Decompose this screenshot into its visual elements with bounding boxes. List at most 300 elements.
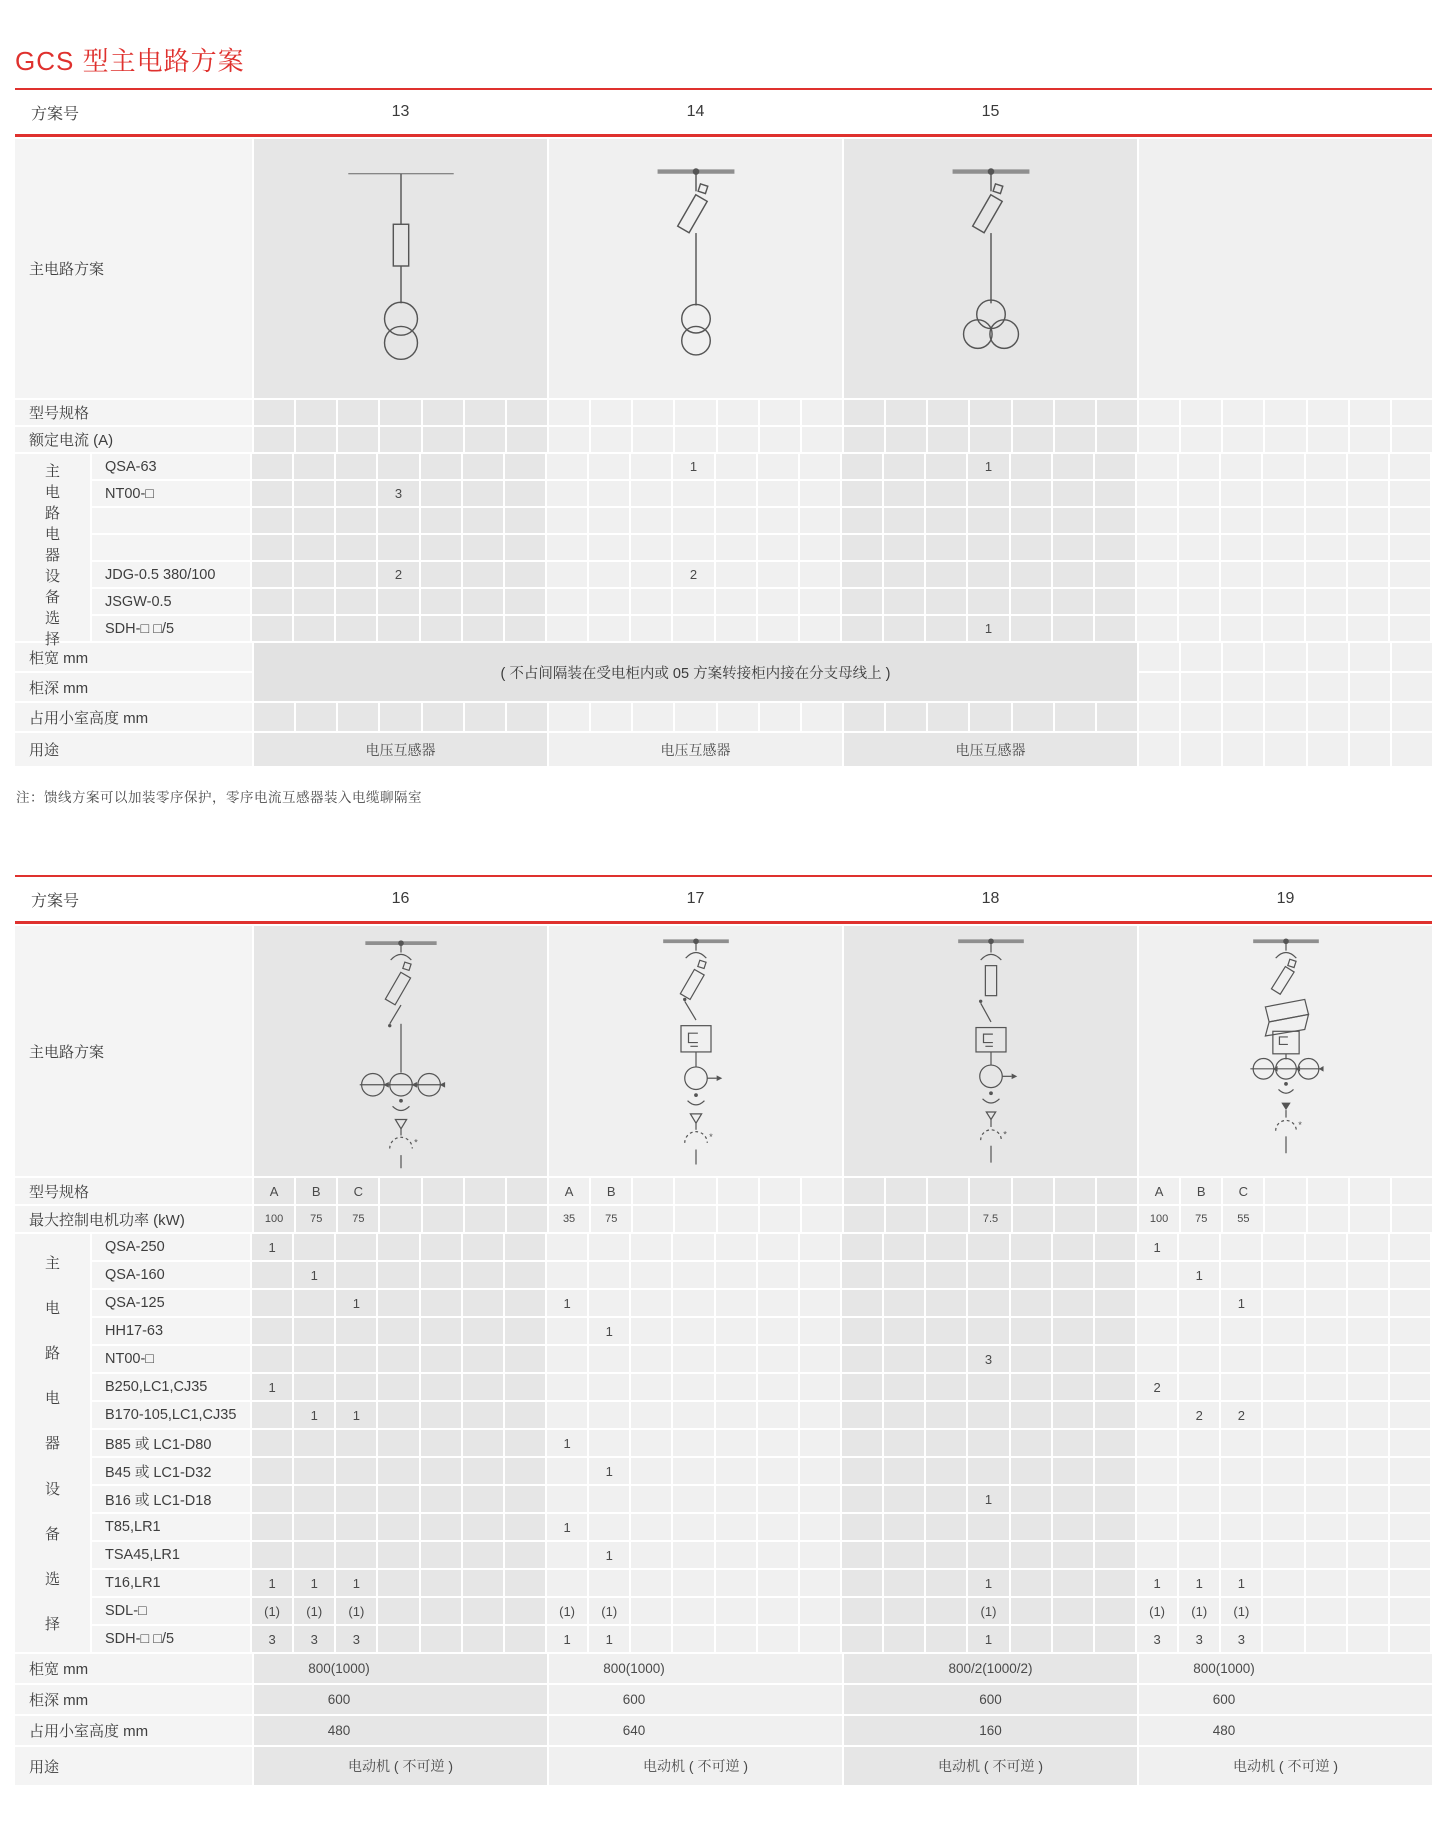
grid-cell: [294, 1346, 334, 1372]
grid-cell: [1350, 427, 1390, 452]
cell-value: 640: [622, 1723, 646, 1738]
grid-cell: [800, 1598, 840, 1624]
grid-cell: [1095, 454, 1135, 479]
grid-cell: [378, 1374, 418, 1400]
grid-cell: [1263, 1318, 1303, 1344]
grid-cell: [1223, 427, 1263, 452]
grid-cell: [294, 1318, 334, 1344]
scheme-block: [842, 454, 1135, 479]
grid-cell: [758, 1598, 798, 1624]
grid-cell: [378, 1626, 418, 1652]
cell-value: 电动机 ( 不可逆 ): [938, 1758, 1043, 1774]
grid-cell: [421, 1374, 461, 1400]
grid-cell: [842, 589, 882, 614]
grid-cell: [1221, 1486, 1261, 1512]
grid-cell: [1055, 1178, 1095, 1204]
cell-value: 1: [1221, 1570, 1261, 1596]
row-label: SDH-□ □/5: [92, 1626, 250, 1652]
grid-cell: [673, 1374, 713, 1400]
scheme-block: [252, 589, 545, 614]
table-row: [15, 1486, 1432, 1512]
grid-cell: [252, 562, 292, 587]
grid-cell: [758, 1542, 798, 1568]
grid-cell: [673, 616, 713, 641]
grid-cell: [800, 1234, 840, 1260]
grid-cell: [463, 1458, 503, 1484]
grid-cell: [549, 427, 589, 452]
grid-cell: [336, 1234, 376, 1260]
grid-cell: [758, 1458, 798, 1484]
group-label-char: 器: [44, 547, 60, 564]
scheme-block: [1137, 481, 1430, 506]
cell-value: 1: [294, 1570, 334, 1596]
grid-cell: [633, 1206, 673, 1232]
scheme-block: [252, 1374, 545, 1400]
grid-cell: [633, 400, 673, 425]
grid-cell: [675, 703, 715, 731]
grid-cell: [378, 1570, 418, 1596]
grid-cell: [675, 427, 715, 452]
grid-cell: [252, 1346, 292, 1372]
grid-cell: [1181, 427, 1221, 452]
row-label: 柜宽 mm: [15, 1654, 252, 1683]
grid-cell: [421, 1542, 461, 1568]
grid-cell: [463, 481, 503, 506]
grid-cell: [463, 1542, 503, 1568]
scheme-block: [252, 1626, 545, 1652]
grid-cell: [968, 1402, 1008, 1428]
grid-cell: [380, 400, 420, 425]
grid-cell: [1350, 400, 1390, 425]
grid-cell: [547, 589, 587, 614]
grid-cell: [1179, 1318, 1219, 1344]
grid-cell: [421, 616, 461, 641]
group-label-char: 择: [44, 631, 60, 648]
grid-cell: [800, 1458, 840, 1484]
grid-cell: [800, 1430, 840, 1456]
grid-cell: [1095, 562, 1135, 587]
grid-cell: [1308, 427, 1348, 452]
grid-cell: [1139, 643, 1179, 671]
grid-cell: [1053, 1514, 1093, 1540]
grid-cell: [800, 1290, 840, 1316]
grid-cell: [800, 1346, 840, 1372]
grid-cell: [465, 427, 505, 452]
grid-cell: [378, 1598, 418, 1624]
grid-cell: [1306, 1290, 1346, 1316]
grid-cell: [421, 1262, 461, 1288]
grid-cell: [631, 589, 671, 614]
grid-cell: [1348, 562, 1388, 587]
scheme-block: [844, 1747, 1137, 1785]
cell-value: 电动机 ( 不可逆 ): [348, 1758, 453, 1774]
grid-cell: [505, 454, 545, 479]
grid-cell: [1221, 1374, 1261, 1400]
row-label: 最大控制电机功率 (kW): [15, 1206, 252, 1232]
scheme-block: [549, 1685, 842, 1714]
grid-cell: [1350, 703, 1390, 731]
scheme-number-19: 19: [1276, 890, 1295, 907]
grid-cell: [505, 1234, 545, 1260]
grid-cell: [505, 1542, 545, 1568]
cell-value: 电压互感器: [365, 741, 436, 758]
grid-cell: [1306, 1486, 1346, 1512]
grid-cell: [673, 1318, 713, 1344]
grid-cell: [423, 1206, 463, 1232]
grid-cell: [547, 1318, 587, 1344]
grid-cell: [591, 400, 631, 425]
grid-cell: [1137, 1486, 1177, 1512]
grid-cell: [1013, 427, 1053, 452]
cell-value: 3: [294, 1626, 334, 1652]
grid-cell: [716, 508, 756, 533]
grid-cell: [338, 427, 378, 452]
grid-cell: [547, 1458, 587, 1484]
scheme-table-16-19: [15, 875, 1432, 1785]
grid-cell: [1263, 1458, 1303, 1484]
grid-cell: [1221, 1458, 1261, 1484]
grid-cell: [1137, 1262, 1177, 1288]
grid-cell: [294, 1542, 334, 1568]
grid-cell: [673, 1514, 713, 1540]
grid-cell: [926, 1598, 966, 1624]
scheme-block: [842, 1626, 1135, 1652]
grid-cell: [928, 427, 968, 452]
grid-cell: [842, 1486, 882, 1512]
grid-cell: [589, 589, 629, 614]
scheme-block: [252, 1542, 545, 1568]
table-row: [15, 1654, 1432, 1683]
grid-cell: [1390, 1458, 1430, 1484]
table-row: [15, 454, 1432, 479]
cell-value: 600: [327, 1692, 351, 1707]
grid-cell: [378, 1234, 418, 1260]
grid-cell: [1306, 1234, 1346, 1260]
grid-cell: [549, 703, 589, 731]
grid-cell: [547, 1234, 587, 1260]
grid-cell: [507, 1206, 547, 1232]
grid-cell: [589, 1234, 629, 1260]
grid-cell: [842, 1318, 882, 1344]
grid-cell: [423, 427, 463, 452]
cell-value: 1: [547, 1290, 587, 1316]
grid-cell: [842, 454, 882, 479]
grid-cell: [1390, 1626, 1430, 1652]
grid-cell: [884, 454, 924, 479]
grid-cell: [926, 616, 966, 641]
grid-cell: [1348, 1402, 1388, 1428]
grid-cell: [968, 535, 1008, 560]
table-row: [15, 1685, 1432, 1714]
grid-cell: [1263, 1262, 1303, 1288]
grid-cell: [800, 1402, 840, 1428]
row-label: 柜深 mm: [15, 1685, 252, 1714]
grid-cell: [716, 1458, 756, 1484]
grid-cell: [1221, 481, 1261, 506]
grid-cell: [1095, 1346, 1135, 1372]
table-row: [15, 1570, 1432, 1596]
grid-cell: [844, 400, 884, 425]
grid-cell: [968, 1318, 1008, 1344]
grid-cell: [1179, 562, 1219, 587]
grid-cell: [1053, 454, 1093, 479]
grid-cell: [800, 481, 840, 506]
grid-cell: [1221, 508, 1261, 533]
grid-cell: [1011, 1234, 1051, 1260]
cell-value: A: [254, 1178, 294, 1204]
grid-cell: [1011, 481, 1051, 506]
grid-cell: [1390, 616, 1430, 641]
grid-cell: [1390, 1318, 1430, 1344]
grid-cell: [673, 1430, 713, 1456]
device-group-label: [15, 1234, 90, 1652]
grid-cell: [1306, 1318, 1346, 1344]
table-row: [15, 1598, 1432, 1624]
grid-cell: [1390, 454, 1430, 479]
scheme-block: [1137, 1262, 1430, 1288]
grid-cell: [1390, 1234, 1430, 1260]
grid-cell: [631, 616, 671, 641]
grid-cell: [842, 1598, 882, 1624]
cell-value: 1: [252, 1374, 292, 1400]
grid-cell: [336, 1374, 376, 1400]
grid-cell: [631, 562, 671, 587]
grid-cell: [631, 1234, 671, 1260]
grid-cell: [758, 1402, 798, 1428]
grid-cell: [589, 1402, 629, 1428]
scheme-block: [844, 1654, 1137, 1683]
grid-cell: [758, 508, 798, 533]
grid-cell: [421, 1458, 461, 1484]
grid-cell: [884, 1514, 924, 1540]
grid-cell: [507, 427, 547, 452]
scheme-block: [254, 1747, 547, 1785]
grid-cell: [1095, 1402, 1135, 1428]
grid-cell: [1095, 1290, 1135, 1316]
grid-cell: [842, 1346, 882, 1372]
grid-cell: [1390, 1374, 1430, 1400]
grid-cell: [926, 1262, 966, 1288]
scheme-block: [252, 1458, 545, 1484]
scheme-block: [254, 1685, 547, 1714]
grid-cell: [760, 1206, 800, 1232]
grid-cell: [631, 535, 671, 560]
grid-cell: [505, 1458, 545, 1484]
grid-cell: [631, 1430, 671, 1456]
grid-cell: [589, 1374, 629, 1400]
grid-cell: [970, 703, 1010, 731]
grid-cell: [1137, 1346, 1177, 1372]
grid-cell: [507, 400, 547, 425]
grid-cell: [884, 589, 924, 614]
grid-cell: [421, 1598, 461, 1624]
grid-cell: [380, 703, 420, 731]
grid-cell: [1053, 1542, 1093, 1568]
grid-cell: [800, 1486, 840, 1512]
scheme-block: [844, 703, 1137, 731]
grid-cell: [1308, 703, 1348, 731]
scheme-block: [1137, 1346, 1430, 1372]
grid-cell: [800, 589, 840, 614]
grid-cell: [673, 1542, 713, 1568]
grid-cell: [886, 1178, 926, 1204]
grid-cell: [378, 1430, 418, 1456]
grid-cell: [1139, 400, 1179, 425]
grid-cell: [1392, 673, 1432, 701]
grid-cell: [675, 1178, 715, 1204]
table-row: [15, 1178, 1432, 1204]
row-label: 型号规格: [15, 1178, 252, 1204]
grid-cell: [1390, 1570, 1430, 1596]
grid-cell: [1265, 733, 1305, 766]
grid-cell: [800, 1374, 840, 1400]
grid-cell: [1011, 1290, 1051, 1316]
cell-value: 1: [589, 1318, 629, 1344]
grid-cell: [842, 1374, 882, 1400]
grid-cell: [673, 1626, 713, 1652]
grid-cell: [463, 1570, 503, 1596]
grid-cell: [884, 1402, 924, 1428]
grid-cell: [1348, 1290, 1388, 1316]
scheme-block: [252, 1570, 545, 1596]
cell-value: 1: [252, 1234, 292, 1260]
scheme-block: [549, 1747, 842, 1785]
cell-value: (1): [1179, 1598, 1219, 1624]
grid-cell: [1263, 1374, 1303, 1400]
grid-cell: [463, 1262, 503, 1288]
grid-cell: [294, 1514, 334, 1540]
scheme-block: [547, 1626, 840, 1652]
grid-cell: [378, 1486, 418, 1512]
grid-cell: [844, 703, 884, 731]
grid-cell: [800, 1626, 840, 1652]
table-row: [15, 535, 1432, 560]
grid-cell: [926, 1374, 966, 1400]
svg-text:*: *: [1297, 1119, 1302, 1130]
cell-value: 1: [589, 1542, 629, 1568]
grid-cell: [294, 481, 334, 506]
scheme-block: [844, 1716, 1137, 1745]
cell-value: 1: [589, 1626, 629, 1652]
table-row: [15, 1318, 1432, 1344]
grid-cell: [926, 1234, 966, 1260]
grid-cell: [296, 400, 336, 425]
grid-cell: [547, 535, 587, 560]
grid-cell: [1053, 562, 1093, 587]
grid-cell: [1179, 1458, 1219, 1484]
grid-cell: [1095, 1458, 1135, 1484]
grid-cell: [1306, 535, 1346, 560]
scheme-15-diagram: [844, 139, 1137, 398]
cell-value: 电动机 ( 不可逆 ): [1233, 1758, 1338, 1774]
cell-value: 1: [547, 1430, 587, 1456]
table-row: [15, 1290, 1432, 1316]
cell-value: 3: [1179, 1626, 1219, 1652]
scheme-number-13: 13: [391, 103, 410, 120]
grid-cell: [336, 454, 376, 479]
scheme-block: [252, 562, 545, 587]
cell-value: 2: [1179, 1402, 1219, 1428]
grid-cell: [884, 1486, 924, 1512]
table-row: [15, 616, 1432, 641]
grid-cell: [252, 1458, 292, 1484]
scheme-number-14: 14: [686, 103, 705, 120]
scheme-block: [842, 1374, 1135, 1400]
grid-cell: [968, 589, 1008, 614]
grid-cell: [378, 589, 418, 614]
grid-cell: [842, 1626, 882, 1652]
table-row: [15, 481, 1432, 506]
cell-value: 1: [294, 1402, 334, 1428]
scheme-block: [254, 400, 547, 425]
grid-cell: [589, 1346, 629, 1372]
grid-cell: [1223, 400, 1263, 425]
grid-cell: [1223, 703, 1263, 731]
grid-cell: [1392, 427, 1432, 452]
scheme-block: [842, 1234, 1135, 1260]
grid-cell: [1306, 1262, 1346, 1288]
grid-cell: [926, 508, 966, 533]
scheme-block: [547, 535, 840, 560]
grid-cell: [968, 562, 1008, 587]
grid-cell: [884, 535, 924, 560]
cell-value: (1): [589, 1598, 629, 1624]
table-row: [15, 1430, 1432, 1456]
grid-cell: [1137, 1318, 1177, 1344]
svg-text:*: *: [413, 1137, 418, 1148]
table-row: [15, 1514, 1432, 1540]
group-label-char: 设: [44, 568, 60, 585]
grid-cell: [505, 616, 545, 641]
group-label-char: 主: [44, 463, 60, 480]
cell-value: 1: [968, 1570, 1008, 1596]
scheme-block: [844, 1178, 1137, 1204]
grid-cell: [1221, 535, 1261, 560]
grid-cell: [968, 1542, 1008, 1568]
grid-cell: [716, 562, 756, 587]
grid-cell: [673, 589, 713, 614]
scheme-block: [549, 703, 842, 731]
grid-cell: [758, 1318, 798, 1344]
grid-cell: [842, 1514, 882, 1540]
grid-cell: [463, 1234, 503, 1260]
grid-cell: [1348, 616, 1388, 641]
grid-cell: [1350, 673, 1390, 701]
grid-cell: [1263, 1626, 1303, 1652]
group-label-char: 路: [44, 1345, 60, 1363]
grid-cell: [589, 454, 629, 479]
grid-cell: [1095, 1318, 1135, 1344]
grid-cell: [1221, 1542, 1261, 1568]
cell-value: 2: [673, 562, 713, 587]
scheme-block: [842, 589, 1135, 614]
grid-cell: [547, 1262, 587, 1288]
grid-cell: [884, 1598, 924, 1624]
main-circuit-label: 主电路方案: [15, 926, 252, 1176]
grid-cell: [421, 1346, 461, 1372]
grid-cell: [465, 1178, 505, 1204]
group-label-char: 电: [44, 1300, 60, 1318]
grid-cell: [1390, 1598, 1430, 1624]
grid-cell: [1137, 589, 1177, 614]
grid-cell: [631, 508, 671, 533]
grid-cell: [1053, 535, 1093, 560]
grid-cell: [1181, 643, 1221, 671]
row-label: B85 或 LC1-D80: [92, 1430, 250, 1456]
scheme-block: [252, 1290, 545, 1316]
grid-cell: [1221, 589, 1261, 614]
grid-cell: [1308, 400, 1348, 425]
